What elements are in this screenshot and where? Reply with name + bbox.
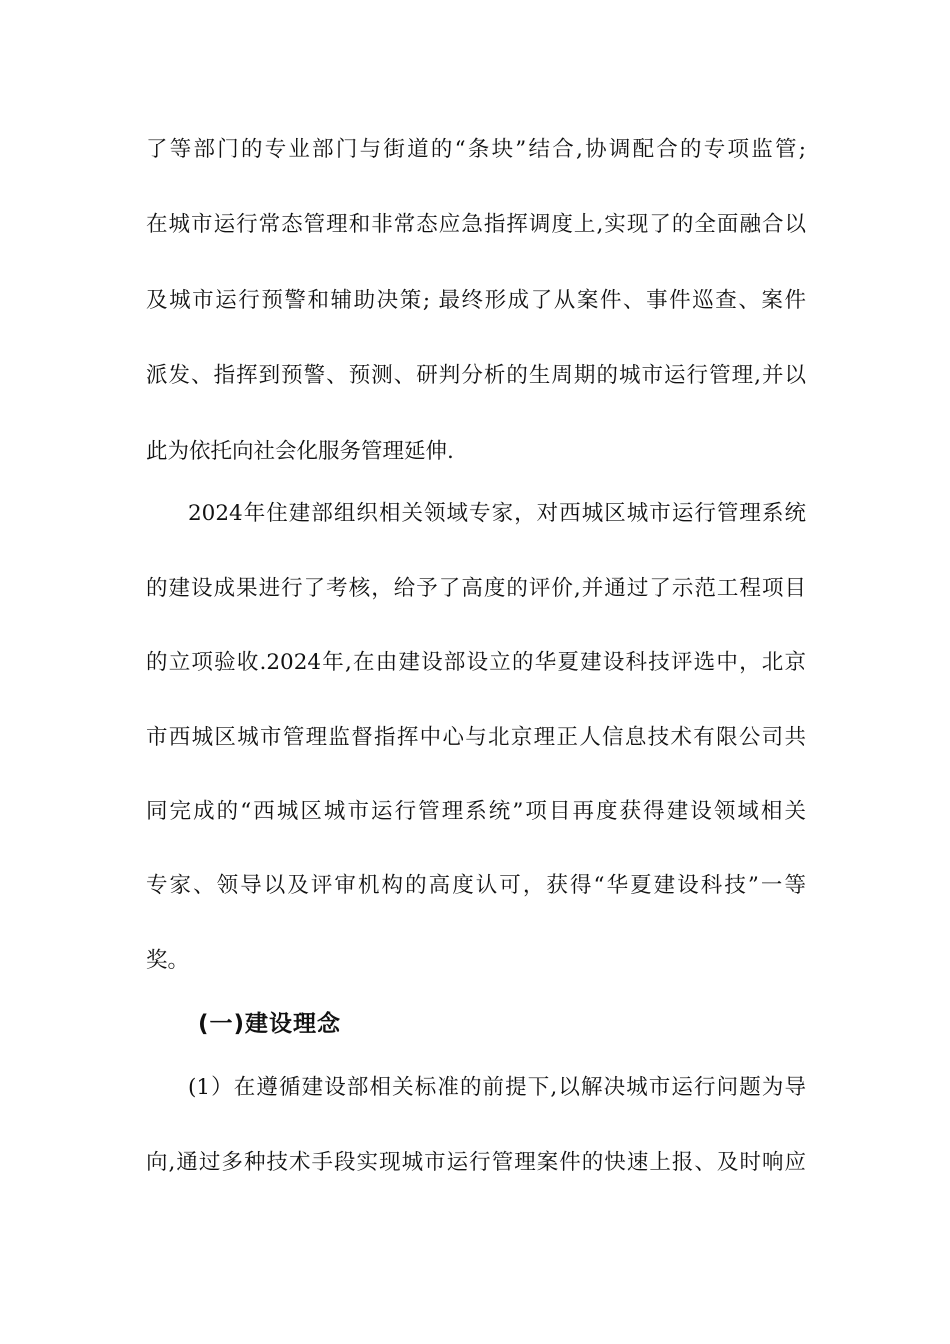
section-heading: (一)建设理念 bbox=[198, 1011, 342, 1037]
text-line: 及城市运行预警和辅助决策; 最终形成了从案件、事件巡查、案件 bbox=[146, 288, 806, 313]
text-line: 此为依托向社会化服务管理延伸. bbox=[146, 439, 454, 464]
text-line: 派发、指挥到预警、预测、研判分析的生周期的城市运行管理,并以 bbox=[146, 363, 806, 388]
text-line: 向,通过多种技术手段实现城市运行管理案件的快速上报、及时响应 bbox=[146, 1150, 806, 1175]
text-line: 2024年住建部组织相关领域专家，对西城区城市运行管理系统 bbox=[188, 501, 806, 526]
text-line: 了等部门的专业部门与街道的“条块”结合,协调配合的专项监管; bbox=[146, 137, 806, 162]
text-line: 同完成的“西城区城市运行管理系统”项目再度获得建设领域相关 bbox=[146, 799, 806, 824]
text-line: 奖。 bbox=[146, 948, 190, 973]
text-line: (1）在遵循建设部相关标准的前提下,以解决城市运行问题为导 bbox=[188, 1075, 806, 1100]
text-line: 市西城区城市管理监督指挥中心与北京理正人信息技术有限公司共 bbox=[146, 725, 806, 750]
text-line: 在城市运行常态管理和非常态应急指挥调度上,实现了的全面融合以 bbox=[146, 212, 806, 237]
text-line: 的建设成果进行了考核，给予了高度的评价,并通过了示范工程项目 bbox=[146, 576, 806, 601]
text-line: 的立项验收.2024年,在由建设部设立的华夏建设科技评选中，北京 bbox=[146, 650, 806, 675]
text-line: 专家、领导以及评审机构的高度认可，获得“华夏建设科技”一等 bbox=[146, 873, 806, 898]
